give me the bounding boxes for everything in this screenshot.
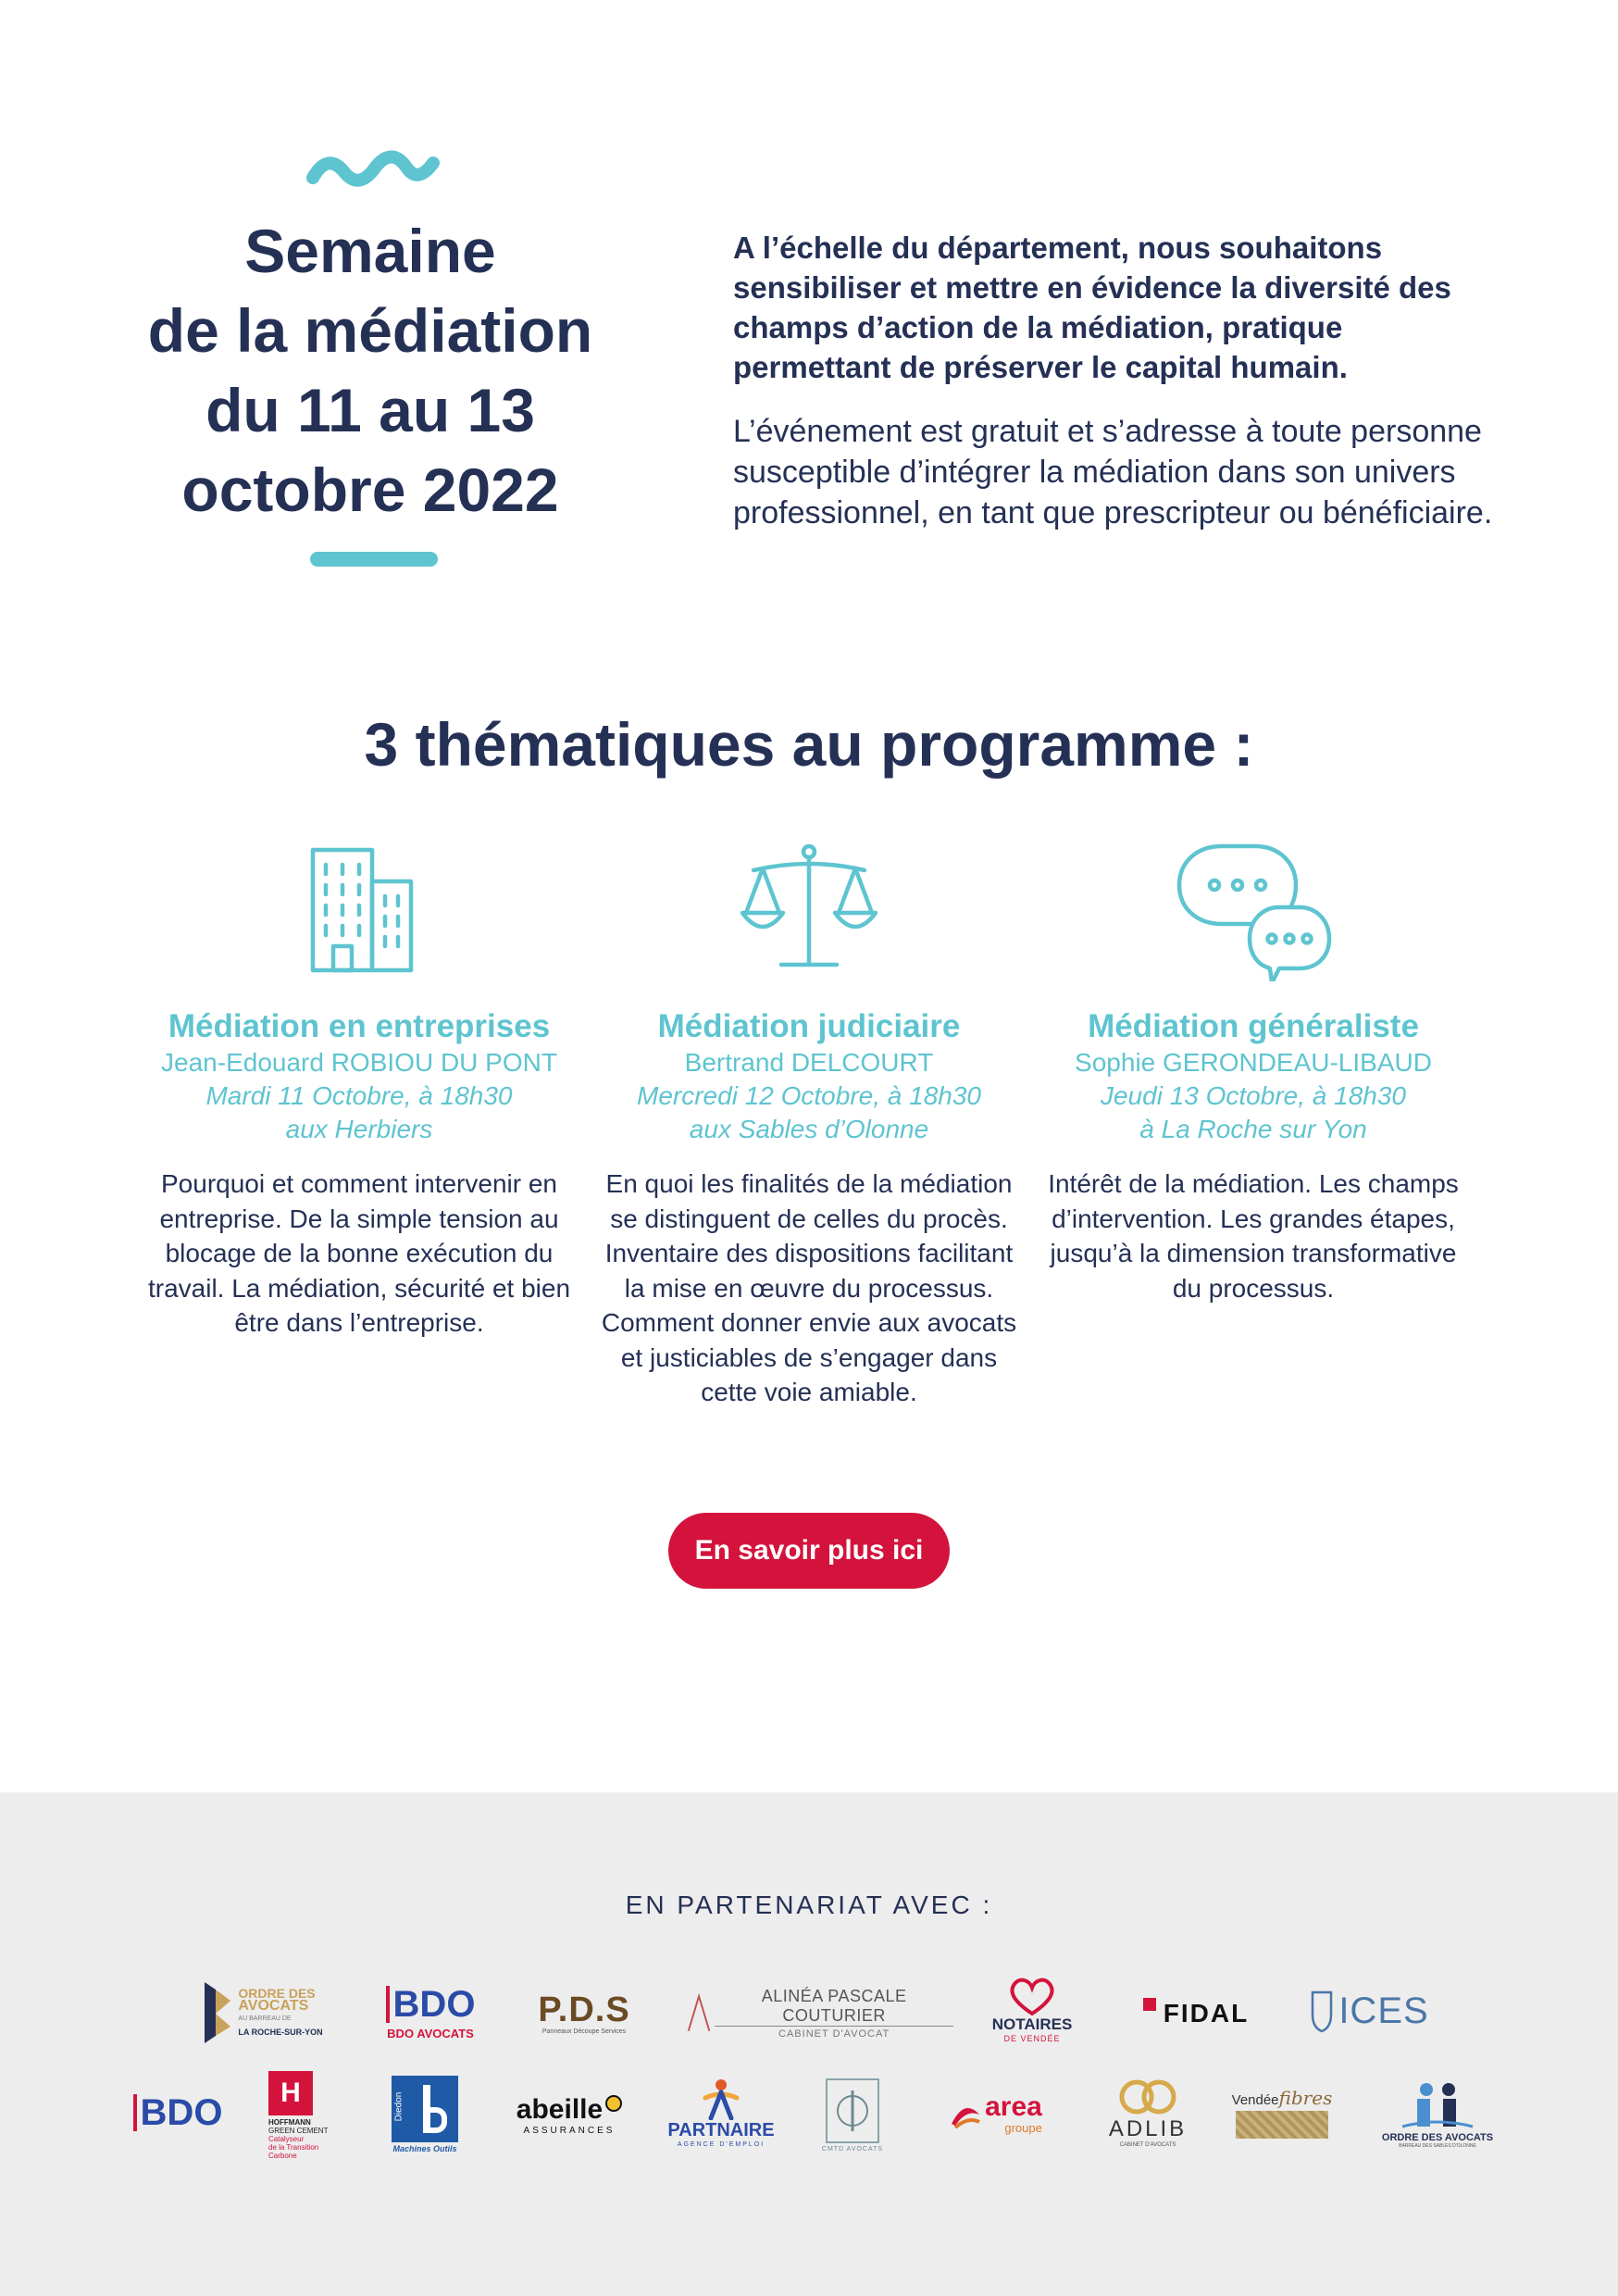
scales-icon bbox=[735, 833, 883, 981]
theme-title: Médiation généraliste bbox=[1088, 1008, 1419, 1044]
theme-place: à La Roche sur Yon bbox=[1139, 1115, 1367, 1143]
theme-date: Mercredi 12 Octobre, à 18h30 bbox=[637, 1081, 981, 1110]
diedon-mark-icon bbox=[392, 2076, 458, 2142]
theme-date: Jeudi 13 Octobre, à 18h30 bbox=[1100, 1081, 1406, 1110]
chat-bubbles-icon bbox=[1170, 833, 1337, 981]
logo-ordre-avocats-roche[interactable] bbox=[189, 1974, 337, 2052]
hoffmann-mark-icon: H bbox=[268, 2071, 313, 2115]
ordre-avocats-mark-icon bbox=[203, 1980, 232, 2045]
bee-icon bbox=[605, 2095, 622, 2112]
logo-text: Machines Outils bbox=[392, 2144, 457, 2153]
logo-text: de la Transition bbox=[268, 2143, 319, 2152]
logo-fidal[interactable] bbox=[1122, 1990, 1270, 2037]
partners-section bbox=[0, 1792, 1618, 2296]
bdo-mark: BDO bbox=[133, 2094, 223, 2131]
logo-adlib[interactable] bbox=[1101, 2066, 1194, 2159]
theme-place: aux Herbiers bbox=[285, 1115, 433, 1143]
building-icon bbox=[285, 833, 433, 981]
theme-speaker: Sophie GERONDEAU-LIBAUD bbox=[1075, 1048, 1432, 1077]
event-title-line: du 11 au 13 bbox=[205, 376, 535, 444]
intro-bold-paragraph: A l’échelle du département, nous souhaitons sensibiliser et mettre en évidence la diversité des champs d’action de la médiation, pratique permettant de préserver le capital humain. bbox=[733, 231, 1451, 384]
partners-title: EN PARTENARIAT AVEC : bbox=[625, 1890, 993, 1919]
logo-abeille[interactable] bbox=[500, 2085, 639, 2144]
theme-speaker: Bertrand DELCOURT bbox=[684, 1048, 934, 1077]
event-title bbox=[102, 211, 639, 530]
intro-regular-paragraph: L’événement est gratuit et s’adresse à toute personne susceptible d’intégrer la médiation dans son univers professionnel, en tant que prescripteur ou bénéficiaire. bbox=[733, 414, 1493, 530]
theme-card-judiciaire bbox=[596, 833, 1022, 1410]
theme-card-generaliste bbox=[1040, 833, 1466, 1305]
logo-text: ADLIB bbox=[1108, 2116, 1188, 2141]
logo-partnaire[interactable] bbox=[659, 2066, 783, 2159]
logo-diedon[interactable] bbox=[383, 2070, 467, 2159]
pds-mark: P.D.S bbox=[538, 1990, 630, 2029]
logo-text: Panneaux Découpe Services bbox=[541, 2028, 627, 2035]
learn-more-button[interactable]: En savoir plus ici bbox=[668, 1513, 950, 1589]
logo-text: CABINET D'AVOCAT bbox=[778, 2028, 890, 2040]
ordre-sables-mark-icon bbox=[1399, 2080, 1476, 2132]
logo-text: DE VENDÉE bbox=[1003, 2034, 1061, 2043]
logo-hoffmann[interactable] bbox=[268, 2065, 361, 2166]
title-underline bbox=[310, 552, 438, 567]
logo-text: ORDRE DES bbox=[238, 1986, 316, 2001]
logo-text: BDO AVOCATS bbox=[387, 2026, 474, 2040]
logo-pds[interactable] bbox=[524, 1979, 644, 2046]
logo-text: abeille bbox=[516, 2093, 604, 2125]
logo-ordre-avocats-sables[interactable] bbox=[1368, 2070, 1507, 2159]
logo-text: ORDRE DES AVOCATS bbox=[1381, 2132, 1494, 2143]
logo-text: PARTNAIRE bbox=[667, 2120, 775, 2140]
theme-card-entreprises bbox=[146, 833, 572, 1341]
logo-text: NOTAIRES bbox=[991, 2015, 1073, 2033]
theme-title: Médiation judiciaire bbox=[657, 1008, 961, 1044]
program-title: 3 thématiques au programme : bbox=[364, 710, 1254, 779]
logo-text: area bbox=[985, 2090, 1042, 2122]
logo-text: CMTD AVOCATS bbox=[821, 2145, 884, 2152]
logo-area[interactable] bbox=[926, 2081, 1064, 2146]
theme-description: En quoi les finalités de la médiation se distinguent de celles du procès. Inventaire des dispositions facilitant la mise en œuvre du processus. Comment donner envie aux avocats et justiciables de s’engager dans cette voie amiable. bbox=[601, 1169, 1017, 1406]
theme-description: Intérêt de la médiation. Les champs d’intervention. Les grandes étapes, jusqu’à la dimension transformative du processus. bbox=[1048, 1169, 1459, 1303]
logo-cmtd[interactable] bbox=[811, 2070, 894, 2159]
alinea-triangle-icon bbox=[685, 1991, 711, 2034]
logo-text: Vendée bbox=[1231, 2092, 1279, 2108]
fidal-square-icon bbox=[1143, 1998, 1156, 2011]
logo-text: LA ROCHE-SUR-YON bbox=[238, 2028, 323, 2037]
logo-text: HOFFMANN bbox=[268, 2118, 311, 2127]
logo-text: Catalyseur bbox=[268, 2135, 305, 2143]
logo-text: ICES bbox=[1338, 1990, 1429, 2031]
theme-place: aux Sables d’Olonne bbox=[689, 1115, 929, 1143]
logo-ices[interactable] bbox=[1300, 1981, 1438, 2040]
intro-text bbox=[733, 228, 1501, 533]
logo-text: FIDAL bbox=[1163, 1999, 1250, 2028]
cmtd-mark-icon bbox=[823, 2078, 882, 2144]
logo-vendee-fibres[interactable] bbox=[1222, 2076, 1342, 2150]
logo-text: AVOCATS bbox=[238, 1998, 309, 2014]
event-title-line: de la médiation bbox=[147, 296, 593, 365]
logo-text: Diedon bbox=[393, 2091, 404, 2122]
wave-decoration-icon bbox=[304, 148, 442, 191]
partnaire-star-icon bbox=[700, 2078, 742, 2120]
logo-text: GREEN CEMENT bbox=[268, 2127, 329, 2135]
notaires-heart-icon bbox=[1007, 1977, 1057, 2015]
logo-text: Carbone bbox=[268, 2152, 297, 2160]
theme-description: Pourquoi et comment intervenir en entreprise. De la simple tension au blocage de la bonne exécution du travail. La médiation, sécurité et bien être dans l’entreprise. bbox=[147, 1169, 571, 1337]
logo-text: AGENCE D'EMPLOI bbox=[677, 2141, 765, 2148]
logo-text: ALINÉA PASCALE COUTURIER bbox=[715, 1987, 953, 2027]
logo-text: BARREAU DES SABLES D'OLONNE bbox=[1399, 2143, 1476, 2149]
bdo-mark: BDO bbox=[386, 1986, 476, 2023]
event-title-line: Semaine bbox=[244, 217, 496, 285]
logo-text: AU BARREAU DE bbox=[238, 2015, 292, 2022]
adlib-rings-icon bbox=[1113, 2078, 1183, 2116]
logo-notaires-vendee[interactable] bbox=[972, 1968, 1092, 2052]
hero-section bbox=[0, 0, 1618, 630]
theme-speaker: Jean-Edouard ROBIOU DU PONT bbox=[161, 1048, 557, 1077]
area-swoosh-icon bbox=[948, 2096, 983, 2131]
logo-text: CABINET D'AVOCATS bbox=[1119, 2142, 1176, 2148]
logo-alinea[interactable] bbox=[685, 1983, 953, 2042]
event-title-line: octobre 2022 bbox=[181, 455, 559, 524]
logo-bdo[interactable] bbox=[120, 2085, 235, 2140]
theme-title: Médiation en entreprises bbox=[168, 1008, 551, 1044]
logo-text: fibres bbox=[1278, 2087, 1333, 2109]
logo-text: ASSURANCES bbox=[523, 2125, 616, 2136]
fibre-texture-icon bbox=[1236, 2111, 1328, 2139]
ices-shield-icon bbox=[1309, 1987, 1335, 2035]
logo-text: groupe bbox=[1004, 2120, 1042, 2135]
theme-date: Mardi 11 Octobre, à 18h30 bbox=[205, 1081, 513, 1110]
logo-bdo-avocats[interactable] bbox=[370, 1978, 491, 2048]
